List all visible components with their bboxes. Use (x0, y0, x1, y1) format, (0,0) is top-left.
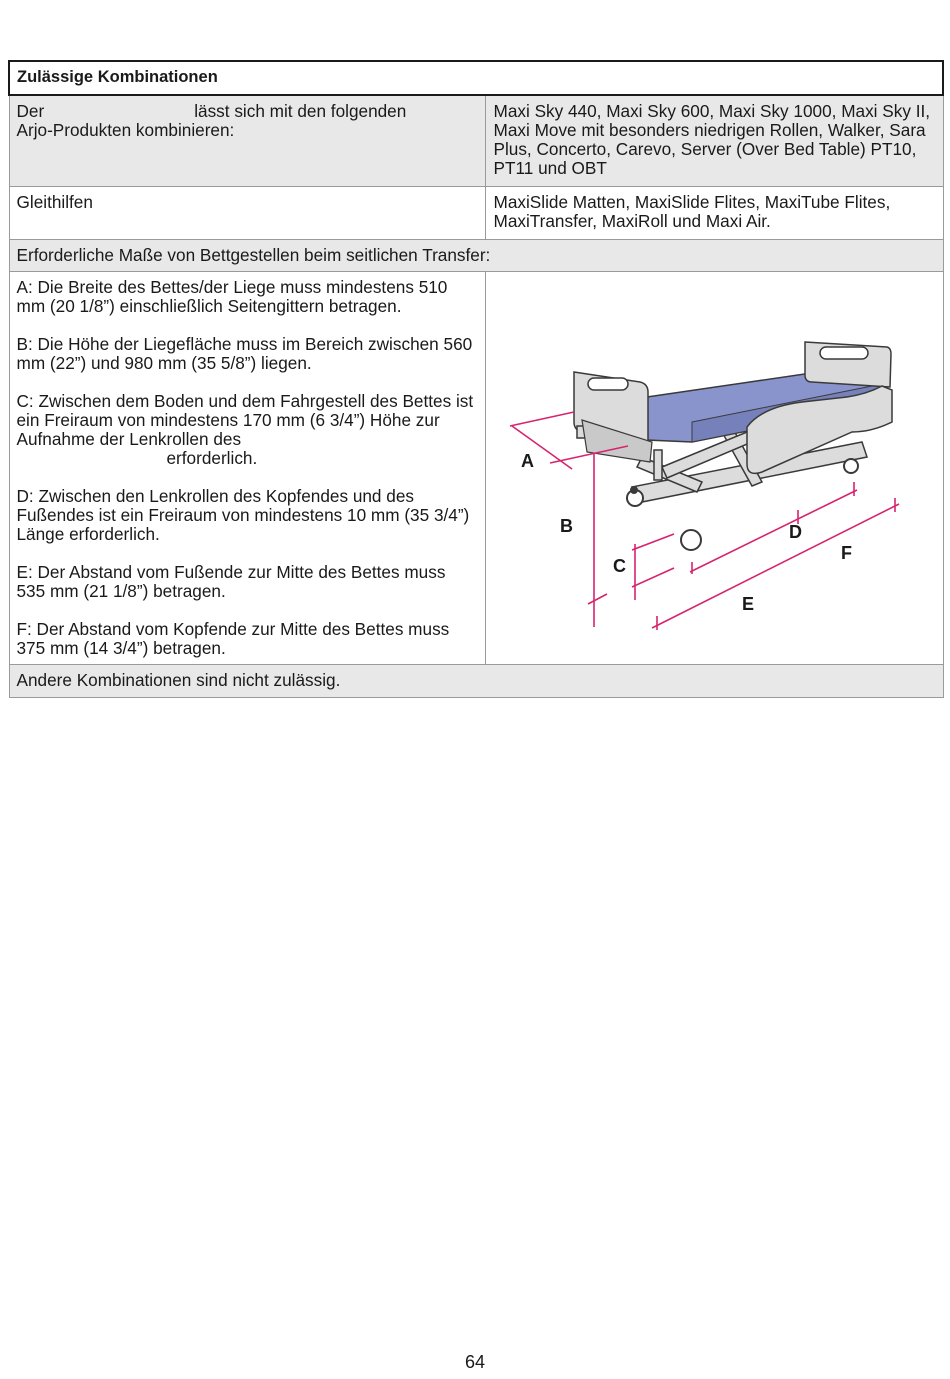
label-b: B (559, 516, 573, 536)
table-cell (9, 95, 485, 187)
label-e: E (741, 594, 754, 614)
dimension-d-line (690, 490, 857, 572)
dimension-a-text: A: Die Breite des Bettes/der Liege muss mindestens 510 mm (20 1/8”) einschließlich Seitengittern betragen. (16, 277, 448, 316)
table-title: Zulässige Kombinationen (9, 61, 943, 95)
dimension-b-text: B: Die Höhe der Liegefläche muss im Bereich zwischen 560 mm (22”) und 980 mm (35 5/8”) liegen. (16, 334, 473, 373)
label-d: D (788, 522, 802, 542)
dimension-c-line (632, 534, 674, 550)
table-cell: Gleithilfen (9, 187, 485, 240)
cell-text: Der (16, 101, 45, 121)
page-number: 64 (464, 1352, 486, 1372)
section-header: Erforderliche Maße von Bettgestellen beim seitlichen Transfer: (9, 240, 943, 272)
footer-note: Andere Kombinationen sind nicht zulässig. (9, 665, 943, 698)
table-cell: Maxi Sky 440, Maxi Sky 600, Maxi Sky 1000, Maxi Sky II, Maxi Move mit besonders niedrigen Rollen, Walker, Sara Plus, Concerto, Carevo, Server (Over Bed Table) PT10, PT11 und OBT (485, 95, 943, 187)
table-header-row (9, 61, 943, 95)
label-a: A (520, 451, 534, 471)
table-row (9, 95, 943, 187)
cell-text: Arjo-Produkten kombinieren: (16, 120, 235, 140)
label-f: F (840, 543, 852, 563)
dimension-a-line (510, 412, 574, 426)
bed-dimension-diagram (486, 272, 944, 664)
bed-headboard (805, 342, 891, 387)
dimension-e-text: E: Der Abstand vom Fußende zur Mitte des Bettes muss 535 mm (21 1/8”) betragen. (16, 562, 446, 601)
table-row (9, 272, 943, 665)
dimension-d-text: D: Zwischen den Lenkrollen des Kopfendes und des Fußendes ist ein Freiraum von mindestens 10 mm (35 3/4”) Länge erforderlich. (16, 486, 470, 544)
dimensions-text (9, 272, 485, 665)
dimension-f-text: F: Der Abstand vom Kopfende zur Mitte des Bettes muss 375 mm (14 3/4”) betragen. (16, 619, 450, 658)
table-footer-row (9, 665, 943, 698)
cell-text: lässt sich mit den folgenden (194, 101, 407, 121)
combinations-table (8, 60, 944, 698)
table-row (9, 187, 943, 240)
label-c: C (612, 556, 626, 576)
dimension-ef-line (652, 504, 899, 628)
table-cell: MaxiSlide Matten, MaxiSlide Flites, MaxiTube Flites, MaxiTransfer, MaxiRoll und Maxi Air. (485, 187, 943, 240)
section-header-row (9, 240, 943, 272)
dimension-c-text: C: Zwischen dem Boden und dem Fahrgestell des Bettes ist ein Freiraum von mindestens 170 mm (6 3/4”) Höhe zur Aufnahme der Lenkrollen des erforderlich. (16, 391, 474, 468)
bed-figure-cell (485, 272, 943, 665)
